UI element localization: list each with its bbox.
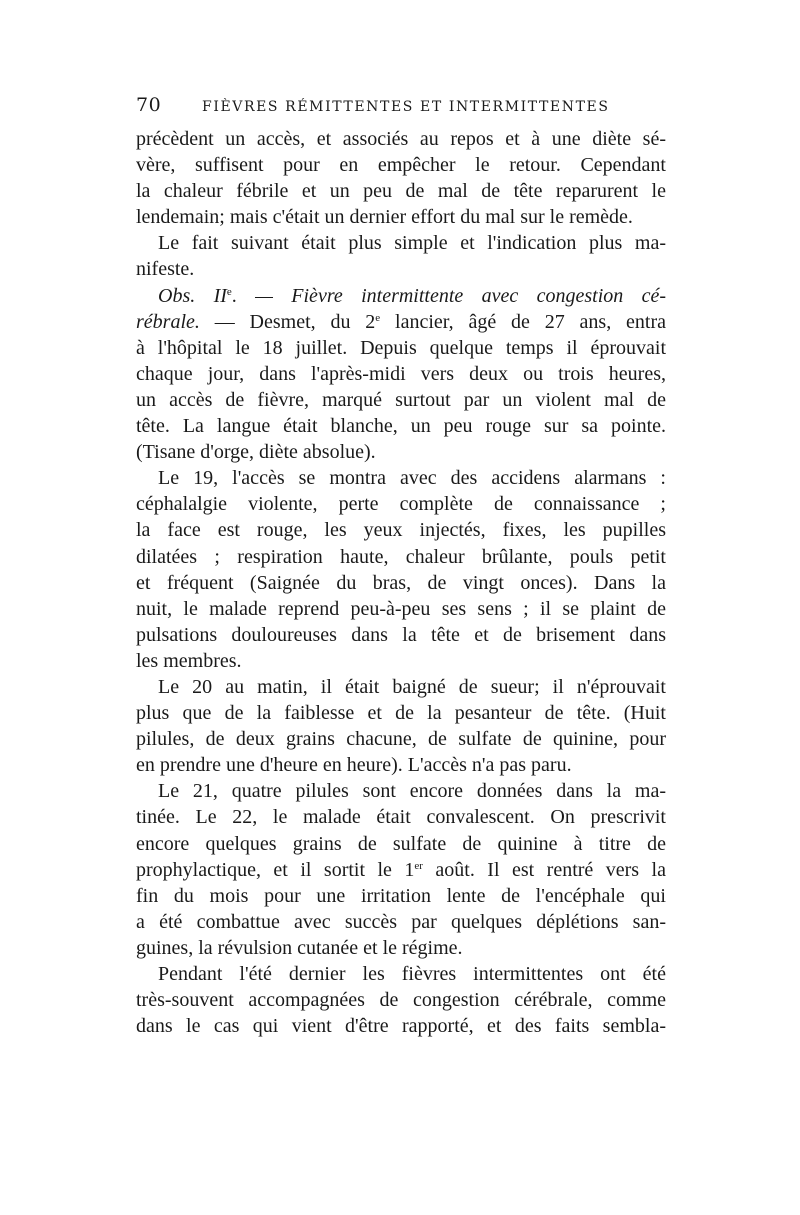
text-line: Le 19, l'accès se montra avec des accidens alarmans : bbox=[158, 467, 666, 490]
page-header bbox=[136, 94, 666, 122]
observation-heading-line: Obs. IIe. — Fièvre intermittente avec congestion cé- bbox=[158, 284, 666, 307]
text-line bbox=[136, 309, 666, 335]
observation-paragraph bbox=[136, 283, 666, 466]
text-line: précèdent un accès, et associés au repos et à une diète sé- bbox=[136, 128, 666, 150]
text-line: Le fait suivant était plus simple et l'indication plus ma- bbox=[158, 232, 666, 255]
running-title: FIÈVRES RÉMITTENTES ET INTERMITTENTES bbox=[202, 99, 610, 115]
text-line: les membres. bbox=[136, 649, 242, 672]
text-line: céphalalgie violente, perte complète de connaissance ; bbox=[136, 493, 666, 516]
paragraph bbox=[136, 126, 666, 230]
text-segment: prophylactique, et il sortit le 1 bbox=[136, 858, 415, 881]
text-line: très-souvent accompagnées de congestion cérébrale, comme bbox=[136, 989, 666, 1012]
text-line: Le 20 au matin, il était baigné de sueur; il n'éprouvait bbox=[158, 675, 666, 698]
text-line: dilatées ; respiration haute, chaleur brûlante, pouls petit bbox=[136, 545, 666, 568]
observation-label: Obs. II bbox=[158, 284, 227, 307]
text-line: guines, la révulsion cutanée et le régime. bbox=[136, 936, 463, 959]
text-line: a été combattue avec succès par quelques déplétions san- bbox=[136, 910, 666, 933]
superscript: er bbox=[414, 859, 423, 872]
text-line: la chaleur fébrile et un peu de mal de tête reparurent le bbox=[136, 180, 666, 203]
observation-title-end: rébrale. bbox=[136, 310, 200, 333]
text-line: encore quelques grains de sulfate de quinine à titre de bbox=[136, 832, 666, 855]
text-line: vère, suffisent pour en empêcher le retour. Cependant bbox=[136, 154, 666, 177]
text-line: Le 21, quatre pilules sont encore données dans la ma- bbox=[158, 780, 666, 803]
text-line: en prendre une d'heure en heure). L'accès n'a pas paru. bbox=[136, 754, 572, 777]
observation-title: — Fièvre intermittente avec congestion cé- bbox=[255, 284, 666, 307]
paragraph bbox=[136, 778, 666, 961]
text-line: la face est rouge, les yeux injectés, fixes, les pupilles bbox=[136, 519, 666, 542]
text-line: nifeste. bbox=[136, 258, 195, 281]
text-line: fin du mois pour une irritation lente de l'encéphale qui bbox=[136, 884, 666, 907]
text-line: et fréquent (Saignée du bras, de vingt onces). Dans la bbox=[136, 571, 666, 594]
page-number: 70 bbox=[136, 94, 162, 116]
text-segment: lancier, âgé de 27 ans, entra bbox=[380, 310, 666, 333]
text-line: dans le cas qui vient d'être rapporté, et des faits sembla- bbox=[136, 1015, 666, 1038]
text-line: chaque jour, dans l'après-midi vers deux ou trois heures, bbox=[136, 362, 666, 385]
paragraph bbox=[136, 230, 666, 282]
text-line: Pendant l'été dernier les fièvres intermittentes ont été bbox=[158, 963, 666, 985]
text-line: un accès de fièvre, marqué surtout par un violent mal de bbox=[136, 388, 666, 411]
text-line: (Tisane d'orge, diète absolue). bbox=[136, 441, 376, 464]
superscript: e bbox=[375, 311, 381, 324]
book-page bbox=[136, 94, 666, 1039]
text-line: plus que de la faiblesse et de la pesanteur de tête. (Huit bbox=[136, 702, 666, 725]
text-line: lendemain; mais c'était un dernier effort du mal sur le remède. bbox=[136, 206, 633, 229]
text-line: tête. La langue était blanche, un peu rouge sur sa pointe. bbox=[136, 415, 666, 438]
superscript: e bbox=[226, 285, 232, 298]
text-line: nuit, le malade reprend peu-à-peu ses sens ; il se plaint de bbox=[136, 597, 666, 620]
text-line: à l'hôpital le 18 juillet. Depuis quelque temps il éprouvait bbox=[136, 336, 666, 359]
paragraph bbox=[136, 674, 666, 778]
body-text bbox=[136, 126, 666, 1039]
paragraph bbox=[136, 465, 666, 674]
text-line bbox=[136, 857, 666, 883]
text-line: pilules, de deux grains chacune, de sulfate de quinine, pour bbox=[136, 728, 666, 751]
text-line: pulsations douloureuses dans la tête et de brisement dans bbox=[136, 623, 666, 646]
text-segment: — Desmet, du 2 bbox=[214, 310, 376, 333]
paragraph bbox=[136, 961, 666, 1039]
text-segment: août. Il est rentré vers la bbox=[422, 858, 666, 881]
text-line: tinée. Le 22, le malade était convalescent. On prescrivit bbox=[136, 806, 666, 829]
